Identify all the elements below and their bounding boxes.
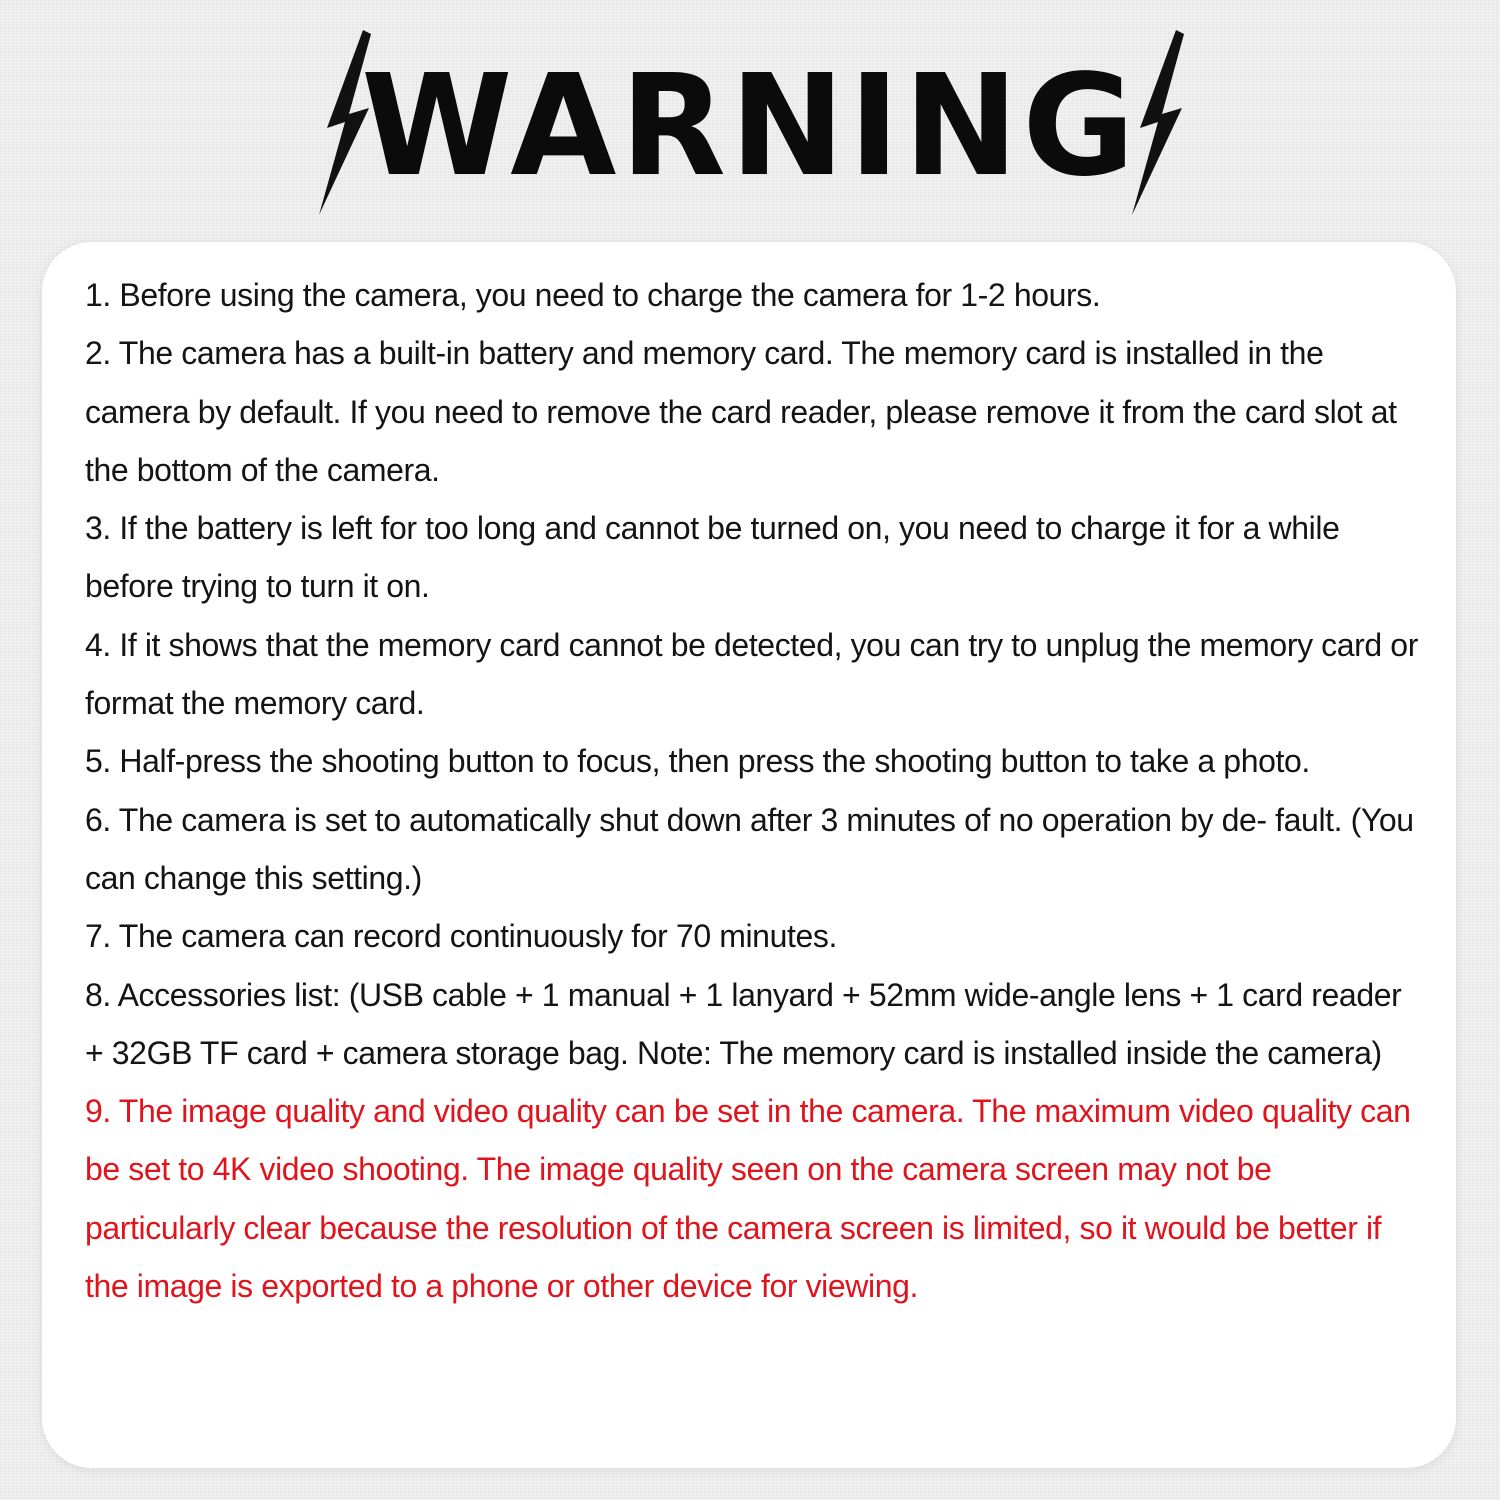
- list-item-8: 8. Accessories list: (USB cable + 1 manual + 1 lanyard + 52mm wide-angle lens + 1 card reader + 32GB TF card + camera storage bag. Note: The memory card is installed inside the camera): [85, 976, 1402, 1071]
- header: [0, 0, 1500, 240]
- page-title: WARNING: [361, 45, 1139, 208]
- list-item-3: 3. If the battery is left for too long and cannot be turned on, you need to charge it for a while before trying to turn it on.: [85, 510, 1340, 605]
- list-item-2: 2. The camera has a built-in battery and memory card. The memory card is installed in the camera by default. If you need to remove the card reader, please remove it from the card slot at the bottom of the camera.: [85, 335, 1397, 488]
- list-item-1: 1. Before using the camera, you need to charge the camera for 1-2 hours.: [85, 277, 1101, 313]
- list-item-4: 4. If it shows that the memory card cannot be detected, you can try to unplug the memory card or format the memory card.: [85, 626, 1418, 722]
- list-item-6: 6. The camera is set to automatically shut down after 3 minutes of no operation by de- fault. (You can change this setting.): [85, 801, 1414, 896]
- lightning-bolt-icon: [1118, 30, 1198, 215]
- list-item-5: 5. Half-press the shooting button to focus, then press the shooting button to take a photo.: [85, 743, 1310, 780]
- list-item-9-highlight: 9. The image quality and video quality can be set in the camera. The maximum video quality can be set to 4K video shooting. The image quality seen on the camera screen may not be particularly clear because the resolution of the camera screen is limited, so it would be better if the image is exported to a phone or other device for viewing.: [85, 1093, 1411, 1305]
- warning-list: [85, 266, 1425, 1315]
- list-item-7: 7. The camera can record continuously for 70 minutes.: [85, 918, 837, 955]
